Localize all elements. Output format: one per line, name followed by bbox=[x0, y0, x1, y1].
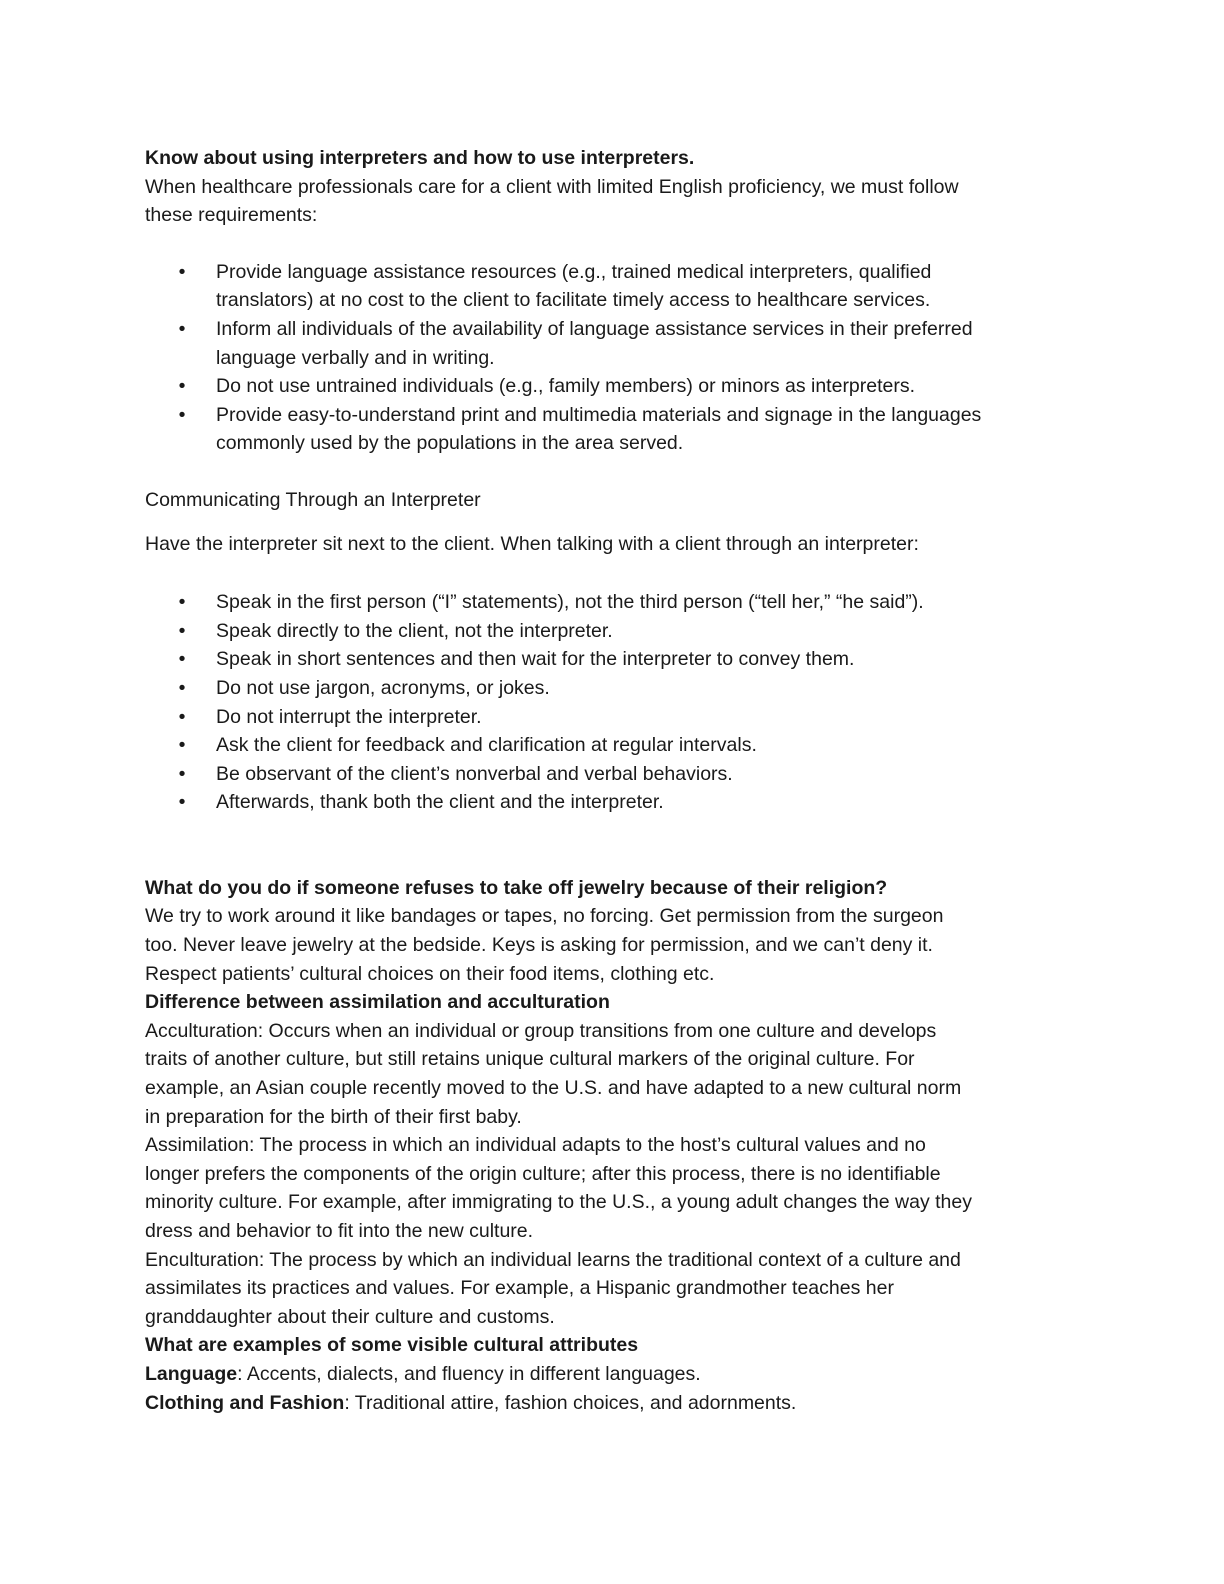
list-item-line: Provide language assistance resources (e.g., trained medical interpreters, qualified bbox=[216, 260, 932, 283]
attribute-text: : Traditional attire, fashion choices, and adornments. bbox=[344, 1391, 797, 1414]
bullet-icon: • bbox=[178, 791, 186, 814]
paragraph-line: Acculturation: Occurs when an individual or group transitions from one culture and develops bbox=[145, 1019, 937, 1042]
list-item-line: translators) at no cost to the client to facilitate timely access to healthcare services. bbox=[216, 289, 931, 312]
list-item bbox=[145, 401, 1080, 458]
section-heading-assimilation: Difference between assimilation and acculturation bbox=[145, 991, 610, 1014]
list-item bbox=[145, 372, 1080, 401]
section-heading-jewelry: What do you do if someone refuses to take off jewelry because of their religion? bbox=[145, 876, 888, 899]
list-item bbox=[145, 258, 1080, 315]
bullet-icon: • bbox=[178, 676, 186, 699]
section-heading-communicating: Communicating Through an Interpreter bbox=[145, 488, 481, 511]
list-item-line: Ask the client for feedback and clarification at regular intervals. bbox=[216, 734, 757, 757]
paragraph-line: assimilates its practices and values. For example, a Hispanic grandmother teaches her bbox=[145, 1277, 894, 1300]
paragraph-line: in preparation for the birth of their first baby. bbox=[145, 1105, 522, 1128]
bullet-icon: • bbox=[178, 705, 186, 728]
bullet-icon: • bbox=[178, 648, 186, 671]
paragraph-line: Enculturation: The process by which an individual learns the traditional context of a culture and bbox=[145, 1248, 961, 1271]
list-item-line: Speak in short sentences and then wait for the interpreter to convey them. bbox=[216, 648, 855, 671]
attribute-text: : Accents, dialects, and fluency in different languages. bbox=[237, 1362, 701, 1385]
section-heading-interpreters: Know about using interpreters and how to use interpreters. bbox=[145, 147, 695, 169]
list-item bbox=[145, 645, 1080, 674]
paragraph-line: granddaughter about their culture and customs. bbox=[145, 1305, 555, 1328]
list-item-line: Inform all individuals of the availability of language assistance services in their preferred bbox=[216, 317, 973, 340]
bullet-icon: • bbox=[178, 375, 186, 398]
attribute-item bbox=[145, 1360, 1080, 1389]
list-item bbox=[145, 703, 1080, 732]
paragraph-line: longer prefers the components of the origin culture; after this process, there is no identifiable bbox=[145, 1162, 941, 1185]
list-item-line: Provide easy-to-understand print and multimedia materials and signage in the languages bbox=[216, 403, 982, 426]
attribute-term: Language bbox=[145, 1362, 238, 1385]
list-item bbox=[145, 760, 1080, 789]
paragraph-line: Respect patients’ cultural choices on their food items, clothing etc. bbox=[145, 962, 715, 985]
paragraph-line: example, an Asian couple recently moved to the U.S. and have adapted to a new cultural norm bbox=[145, 1077, 962, 1100]
list-item-line: commonly used by the populations in the area served. bbox=[216, 432, 684, 455]
bullet-icon: • bbox=[178, 734, 186, 757]
attribute-item bbox=[145, 1389, 1080, 1418]
list-item bbox=[145, 617, 1080, 646]
document-page bbox=[145, 144, 1080, 1417]
requirements-list bbox=[145, 258, 1080, 458]
bullet-icon: • bbox=[178, 260, 186, 283]
list-item-line: Do not interrupt the interpreter. bbox=[216, 705, 482, 728]
list-item bbox=[145, 315, 1080, 372]
bullet-icon: • bbox=[178, 591, 186, 614]
list-item bbox=[145, 788, 1080, 817]
list-item-line: language verbally and in writing. bbox=[216, 346, 495, 369]
list-item-line: Do not use jargon, acronyms, or jokes. bbox=[216, 676, 550, 699]
paragraph-line: Have the interpreter sit next to the client. When talking with a client through an interpreter: bbox=[145, 532, 919, 555]
list-item bbox=[145, 674, 1080, 703]
paragraph-line: Assimilation: The process in which an individual adapts to the host’s cultural values and no bbox=[145, 1134, 926, 1157]
bullet-icon: • bbox=[178, 619, 186, 642]
bullet-icon: • bbox=[178, 317, 186, 340]
attribute-term: Clothing and Fashion bbox=[145, 1391, 345, 1414]
paragraph-line: these requirements: bbox=[145, 204, 318, 227]
paragraph-line: We try to work around it like bandages or tapes, no forcing. Get permission from the surgeon bbox=[145, 905, 944, 928]
list-item bbox=[145, 588, 1080, 617]
bullet-icon: • bbox=[178, 762, 186, 785]
list-item bbox=[145, 731, 1080, 760]
list-item-line: Speak in the first person (“I” statements), not the third person (“tell her,” “he said”). bbox=[216, 591, 924, 614]
list-item-line: Do not use untrained individuals (e.g., family members) or minors as interpreters. bbox=[216, 375, 916, 398]
paragraph-line: dress and behavior to fit into the new culture. bbox=[145, 1220, 534, 1242]
paragraph-line: minority culture. For example, after immigrating to the U.S., a young adult changes the way they bbox=[145, 1191, 972, 1214]
section-heading-visible-attributes: What are examples of some visible cultural attributes bbox=[145, 1334, 639, 1357]
paragraph-line: traits of another culture, but still retains unique cultural markers of the original culture. For bbox=[145, 1048, 915, 1071]
list-item-line: Afterwards, thank both the client and the interpreter. bbox=[216, 791, 664, 814]
paragraph-line: too. Never leave jewelry at the bedside. Keys is asking for permission, and we can’t deny it. bbox=[145, 934, 933, 957]
list-item-line: Be observant of the client’s nonverbal and verbal behaviors. bbox=[216, 762, 733, 785]
bullet-icon: • bbox=[178, 403, 186, 426]
paragraph-line: When healthcare professionals care for a client with limited English proficiency, we must follow bbox=[145, 175, 959, 198]
communication-tips-list bbox=[145, 588, 1080, 817]
list-item-line: Speak directly to the client, not the interpreter. bbox=[216, 619, 613, 642]
